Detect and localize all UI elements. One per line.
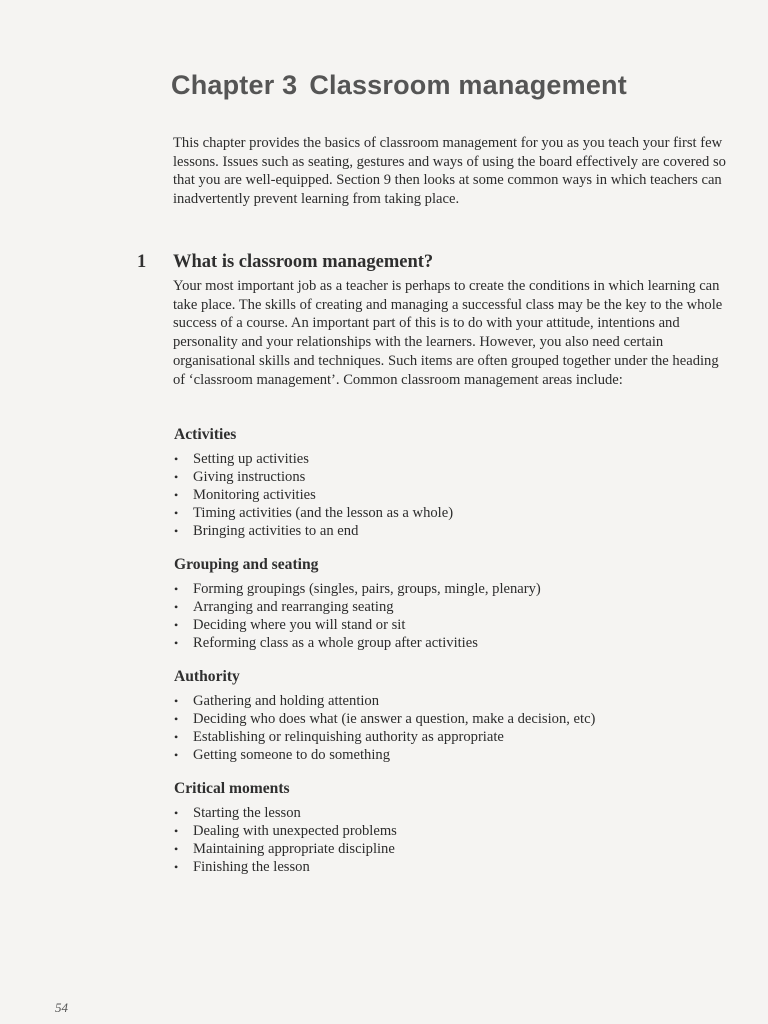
bullet-list: [174, 580, 734, 652]
bullet-icon: •: [174, 618, 179, 633]
subsection-heading: Grouping and seating: [174, 556, 319, 573]
page-number: 54: [55, 1000, 68, 1015]
subsection-critical-moments: [174, 780, 734, 876]
subsection-heading: Activities: [174, 426, 237, 443]
section-body-paragraph: Your most important job as a teacher is perhaps to create the conditions in which learning can take place. The skills of creating and managing a successful class may be the key to the whole success of a course. An important part of this is to do with your attitude, intentions and personality and your relationships with the learners. However, you also need certain organisational skills and techniques. Such items are often grouped together under the heading of ‘classroom management’. Common classroom management areas include:: [173, 278, 723, 388]
subsection-heading: Critical moments: [174, 780, 290, 797]
list-item: [174, 746, 734, 764]
bullet-icon: •: [174, 452, 179, 466]
bullet-icon: •: [174, 712, 179, 727]
bullet-icon: •: [174, 600, 179, 615]
list-item-text: Setting up activities: [193, 451, 309, 467]
list-item-text: Maintaining appropriate discipline: [193, 841, 395, 858]
section-number: 1: [137, 252, 147, 272]
bullet-icon: •: [174, 470, 179, 485]
bullet-list: [174, 692, 734, 764]
subsection-grouping-and-seating: [174, 556, 734, 652]
list-item: [174, 616, 734, 634]
bullet-icon: •: [174, 506, 179, 521]
list-item-text: Timing activities (and the lesson as a whole): [193, 505, 454, 522]
intro-paragraph: This chapter provides the basics of classroom management for you as you teach your first few lessons. Issues such as seating, gestures and ways of using the board effectively are covered so that you are well-equipped. Section 9 then looks at some common ways in which teachers can inadvertently prevent learning from taking place.: [173, 135, 726, 208]
list-item: [174, 522, 734, 540]
list-item-text: Starting the lesson: [193, 805, 301, 821]
list-item: [174, 858, 734, 876]
list-item-text: Deciding who does what (ie answer a question, make a decision, etc): [193, 711, 596, 728]
subsection-authority: [174, 668, 734, 764]
chapter-title: [171, 70, 627, 101]
list-item-text: Arranging and rearranging seating: [193, 599, 394, 616]
bullet-icon: •: [174, 824, 179, 839]
list-item-text: Giving instructions: [193, 469, 306, 486]
bullet-list: [174, 804, 734, 876]
list-item-text: Gathering and holding attention: [193, 693, 380, 709]
list-item-text: Forming groupings (singles, pairs, groups, mingle, plenary): [193, 581, 541, 597]
list-item: [174, 634, 734, 652]
bullet-icon: •: [174, 748, 179, 763]
list-item: [174, 598, 734, 616]
bullet-icon: •: [174, 860, 179, 875]
list-item-text: Monitoring activities: [193, 487, 316, 504]
list-item-text: Bringing activities to an end: [193, 523, 359, 540]
bullet-icon: •: [174, 488, 179, 503]
bullet-icon: •: [174, 694, 179, 708]
chapter-number: Chapter 3: [171, 70, 298, 100]
list-item-text: Establishing or relinquishing authority as appropriate: [193, 729, 504, 746]
list-item: [174, 468, 734, 486]
list-item: [174, 580, 734, 598]
list-item-text: Finishing the lesson: [193, 859, 310, 876]
subsection-activities: [174, 426, 734, 540]
section-title: What is classroom management?: [173, 252, 434, 272]
list-item: [174, 822, 734, 840]
list-item-text: Getting someone to do something: [193, 747, 390, 764]
list-item: [174, 728, 734, 746]
list-item: [174, 450, 734, 468]
list-item-text: Deciding where you will stand or sit: [193, 617, 406, 634]
bullet-icon: •: [174, 524, 179, 539]
list-item: [174, 840, 734, 858]
chapter-name: Classroom management: [309, 70, 627, 100]
subsection-heading: Authority: [174, 668, 240, 685]
list-item: [174, 486, 734, 504]
list-item: [174, 804, 734, 822]
list-item: [174, 692, 734, 710]
list-item: [174, 710, 734, 728]
bullet-icon: •: [174, 806, 179, 820]
bullet-icon: •: [174, 582, 179, 596]
list-item-text: Reforming class as a whole group after activities: [193, 635, 478, 652]
bullet-icon: •: [174, 730, 179, 745]
list-item: [174, 504, 734, 522]
bullet-list: [174, 450, 734, 540]
bullet-icon: •: [174, 842, 179, 857]
bullet-icon: •: [174, 636, 179, 651]
list-item-text: Dealing with unexpected problems: [193, 823, 397, 840]
